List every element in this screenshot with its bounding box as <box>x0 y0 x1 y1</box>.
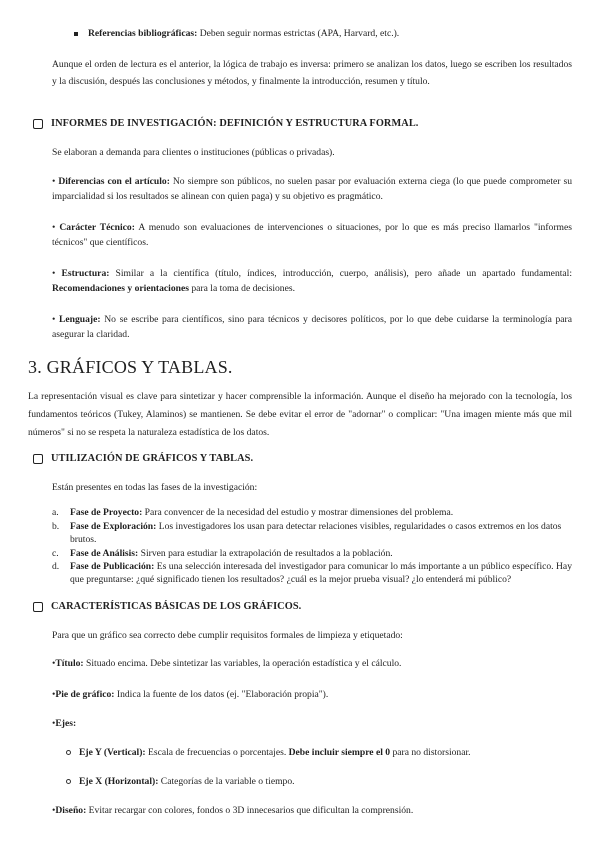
list-marker: b. <box>52 521 60 532</box>
item-text: No se escribe para científicos, sino para técnicos y decisores políticos, por lo que debe cuidarse la terminología para asegurar la claridad. <box>52 314 572 340</box>
list-item <box>52 520 572 546</box>
item-text: Evitar recargar con colores, fondos o 3D innecesarios que dificultan la comprensión. <box>86 805 414 816</box>
item-text: Sirven para estudiar la extrapolación de resultados a la población. <box>138 548 393 559</box>
circle-bullet-icon <box>66 779 71 784</box>
eje-x-item <box>66 774 566 789</box>
item-text: No siempre son públicos, no suelen pasar por evaluación externa ciega (lo que puede comprometer su imparcialidad si los resultados se alinean con quien paga) y su objetivo es pragmático. <box>52 176 572 202</box>
checkbox-icon <box>33 454 43 464</box>
list-marker: a. <box>52 507 59 518</box>
checkbox-icon <box>33 119 43 129</box>
item-text: Los investigadores los usan para detectar relaciones visibles, regularidades o casos extremos en los datos brutos. <box>70 521 562 545</box>
bullet-icon: • <box>52 176 56 187</box>
item-text: Situado encima. Debe sintetizar las variables, la operación estadística y el cálculo. <box>83 658 402 669</box>
item-text: Categorías de la variable o tiempo. <box>158 776 295 787</box>
section-heading-utilizacion: UTILIZACIÓN DE GRÁFICOS Y TABLAS. <box>51 453 254 464</box>
list-item <box>52 506 572 519</box>
item-text: Es una selección interesada del investigador para comunicar lo más importante a un público específico. Hay que preguntarse: ¿qué significado tienen los resultados? ¿cuál es la mejor prueba visual? ¿lo entenderá mi público? <box>70 561 572 585</box>
item-label: Fase de Publicación: <box>70 561 155 572</box>
item-label: Fase de Exploración: <box>70 521 157 532</box>
informes-item <box>52 266 572 296</box>
caracteristicas-intro: Para que un gráfico sea correcto debe cumplir requisitos formales de limpieza y etiquetado: <box>52 630 403 641</box>
section-title: 3. GRÁFICOS Y TABLAS. <box>28 357 233 377</box>
checkbox-icon <box>33 602 43 612</box>
item-label: Estructura: <box>55 268 110 279</box>
item-label: Diseño: <box>55 805 87 816</box>
list-marker: d. <box>52 561 60 572</box>
bullet-icon: • <box>52 805 56 816</box>
list-item-body <box>70 506 572 519</box>
caracteristica-diseno <box>52 803 572 818</box>
list-item <box>52 547 572 560</box>
list-item-body <box>70 547 572 560</box>
item-label-emphasis: Recomendaciones y orientaciones <box>52 283 189 294</box>
eje-y-item <box>66 745 566 760</box>
list-item <box>52 561 572 600</box>
informes-item <box>52 174 572 204</box>
item-text: para la toma de decisiones. <box>188 283 295 294</box>
item-label-emphasis: Debe incluir siempre el 0 <box>288 747 391 758</box>
bullet-icon: • <box>52 222 56 233</box>
utilizacion-intro: Están presentes en todas las fases de la investigación: <box>52 482 258 493</box>
bullet-icon: • <box>52 718 56 729</box>
bullet-text: Deben seguir normas estrictas (APA, Harvard, etc.). <box>197 28 400 39</box>
section-heading-informes: INFORMES DE INVESTIGACIÓN: DEFINICIÓN Y ESTRUCTURA FORMAL. <box>51 118 419 129</box>
caracteristica-ejes <box>52 716 572 731</box>
item-text: Escala de frecuencias o porcentajes. <box>145 747 289 758</box>
item-text: Similar a la científica (título, índices, introducción, cuerpo, análisis), pero añade un apartado fundamental: <box>109 268 572 279</box>
item-text: Indica la fuente de los datos (ej. "Elaboración propia"). <box>114 689 329 700</box>
caracteristica-pie <box>52 687 572 702</box>
bullet-icon: • <box>52 268 56 279</box>
item-text: para no distorsionar. <box>390 747 471 758</box>
bullet-icon: • <box>52 314 56 325</box>
item-label: Diferencias con el artículo: <box>55 176 170 187</box>
list-item-body <box>70 520 572 546</box>
circle-bullet-icon <box>66 750 71 755</box>
item-label: Carácter Técnico: <box>55 222 135 233</box>
bullet-icon: • <box>52 658 56 669</box>
intro-paragraph: Aunque el orden de lectura es el anterior, la lógica de trabajo es inversa: primero se analizan los datos, luego se escriben los resultados y la discusión, después las conclusiones y métodos, y finalmente la introducción, resumen y título. <box>52 59 572 87</box>
item-label: Fase de Análisis: <box>70 548 139 559</box>
item-label: Ejes: <box>55 718 77 729</box>
item-label: Eje X (Horizontal): <box>79 776 159 787</box>
item-label: Título: <box>55 658 84 669</box>
caracteristica-titulo <box>52 656 572 671</box>
informes-item <box>52 312 572 342</box>
item-label: Pie de gráfico: <box>55 689 115 700</box>
intro-bullet <box>74 26 554 41</box>
bullet-label: Referencias bibliográficas: <box>88 28 198 39</box>
item-label: Eje Y (Vertical): <box>79 747 146 758</box>
list-marker: c. <box>52 548 59 559</box>
item-text: Para convencer de la necesidad del estudio y mostrar dimensiones del problema. <box>142 507 454 518</box>
informes-intro: Se elaboran a demanda para clientes o instituciones (públicas o privadas). <box>52 147 335 158</box>
item-label: Lenguaje: <box>55 314 101 325</box>
section3-paragraph: La representación visual es clave para sintetizar y hacer comprensible la información. Aunque el diseño ha mejorado con la tecnología, los fundamentos teóricos (Tukey, Alaminos) se mantienen. Se debe evitar el error de "adornar" o complicar: "Una imagen miente más que mil números" si no se respeta la naturaleza estadística de los datos. <box>28 391 572 438</box>
bullet-icon: • <box>52 689 56 700</box>
informes-item <box>52 220 572 250</box>
square-bullet-icon <box>74 32 78 36</box>
item-label: Fase de Proyecto: <box>70 507 143 518</box>
item-text: A menudo son evaluaciones de intervenciones o situaciones, por lo que es más preciso llamarlos "informes técnicos" que científicos. <box>52 222 572 248</box>
section-heading-caracteristicas: CARACTERÍSTICAS BÁSICAS DE LOS GRÁFICOS. <box>51 601 302 612</box>
list-item-body <box>70 561 572 586</box>
